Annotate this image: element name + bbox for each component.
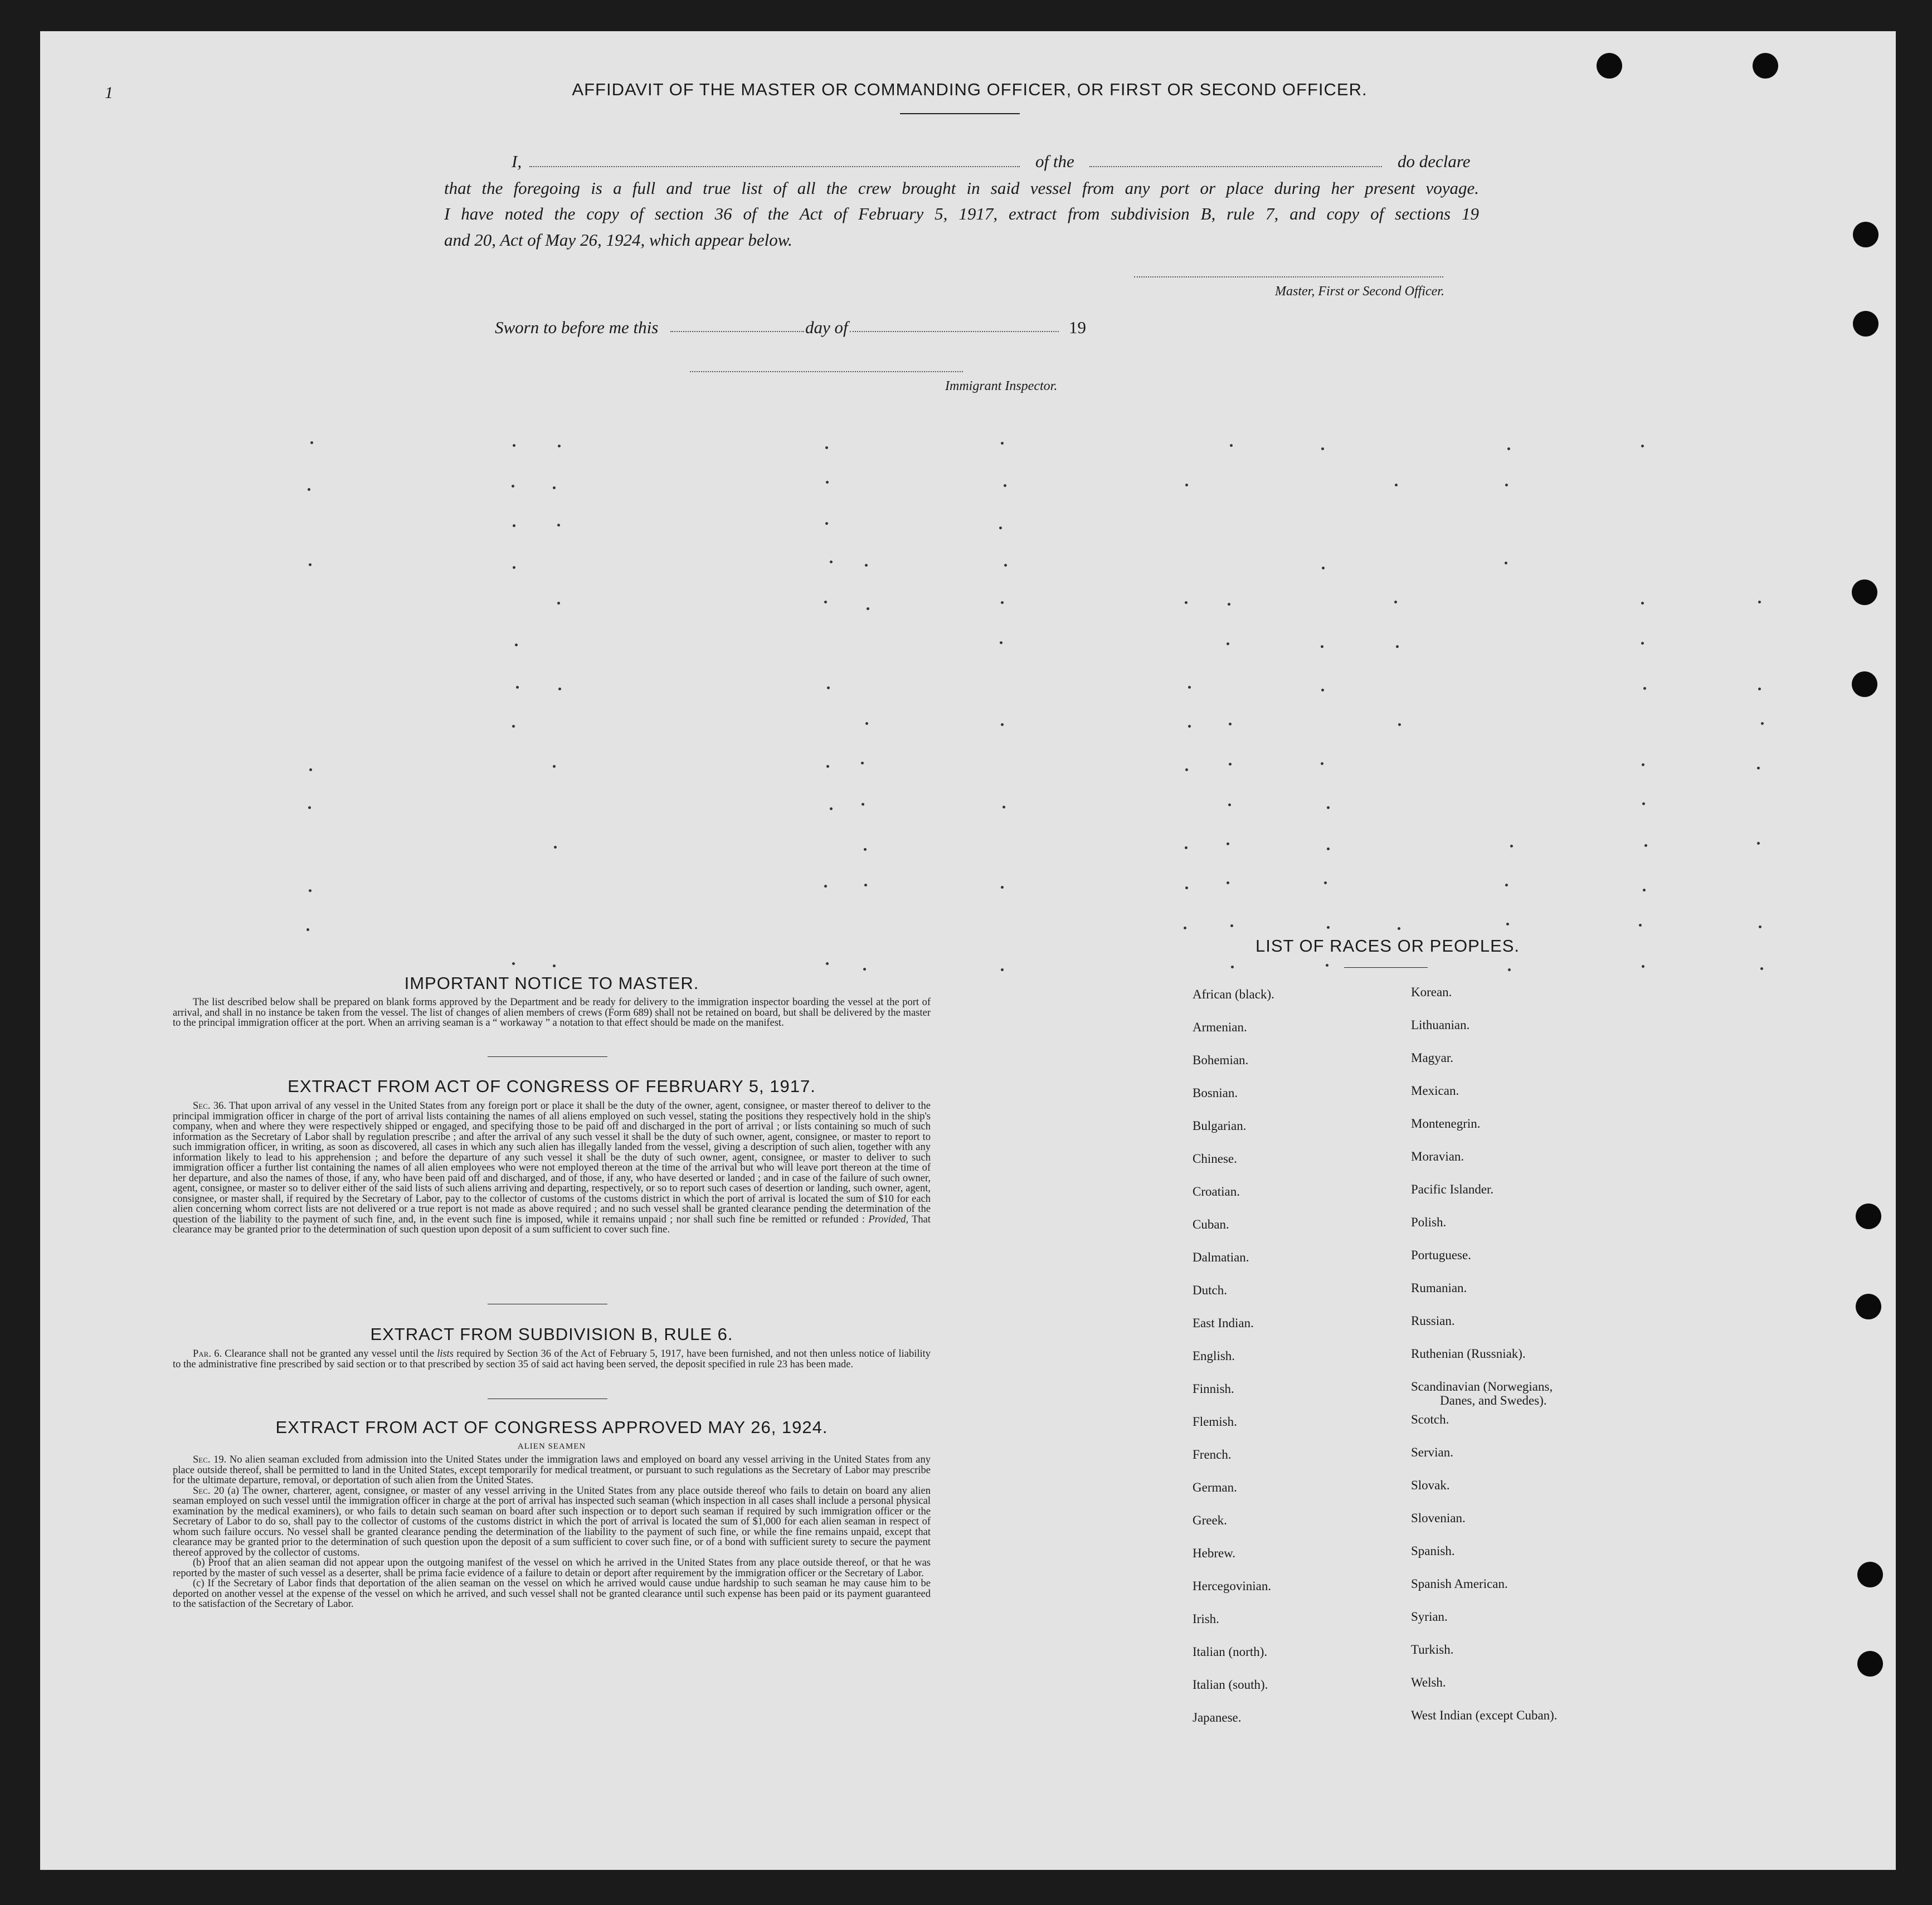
race-item: Pacific Islander. <box>1411 1182 1494 1196</box>
scan-speck <box>513 444 515 447</box>
scan-speck <box>1185 601 1188 604</box>
race-item: Greek. <box>1193 1513 1227 1527</box>
race-item: Croatian. <box>1193 1185 1240 1198</box>
par-6-body-b: required by Section 36 of the Act of February 5, 1917, have been furnished, and not then unless notice of liability to the administrative fine prescribed by said section or to that prescribed by section 35 of said act having been served, the deposit specified in rule 23 has been made. <box>173 1348 931 1370</box>
race-item: Mexican. <box>1411 1084 1459 1098</box>
scan-speck <box>1759 925 1761 928</box>
affidavit-title: AFFIDAVIT OF THE MASTER OR COMMANDING OFFICER, OR FIRST OR SECOND OFFICER. <box>572 80 1368 99</box>
scan-speck <box>1643 889 1646 891</box>
scan-speck <box>1228 603 1230 606</box>
race-item: Irish. <box>1193 1612 1219 1626</box>
scan-speck <box>1188 725 1191 728</box>
scan-speck <box>1642 802 1645 805</box>
scan-speck <box>1184 927 1186 929</box>
race-item: Finnish. <box>1193 1382 1234 1396</box>
scan-speck <box>1001 442 1004 445</box>
scan-speck <box>826 481 829 484</box>
scan-speck <box>865 722 868 725</box>
scan-speck <box>1398 723 1401 726</box>
punch-hole <box>1753 53 1778 79</box>
divider-rule <box>488 1056 607 1057</box>
scan-speck <box>1321 689 1324 691</box>
section-20-label: Sec. 20 <box>193 1485 225 1497</box>
notice-text <box>173 997 931 1029</box>
scan-speck <box>1506 923 1509 925</box>
extract-1924-title: EXTRACT FROM ACT OF CONGRESS APPROVED MAY 26, 1924. <box>275 1417 828 1437</box>
race-item: Spanish American. <box>1411 1577 1508 1591</box>
sworn-month-field[interactable] <box>850 331 1059 332</box>
race-item: Bulgarian. <box>1193 1119 1247 1133</box>
scan-speck <box>1227 881 1229 884</box>
inspector-signature-line[interactable] <box>690 371 963 372</box>
punch-hole <box>1852 579 1877 605</box>
scan-speck <box>1641 445 1644 447</box>
vessel-name-field[interactable] <box>1089 166 1382 167</box>
scan-speck <box>999 527 1002 529</box>
scan-speck <box>1227 842 1229 845</box>
notice-paragraph: The list described below shall be prepared on blank forms approved by the Department and be ready for delivery to the immigration inspector boarding the vessel at the port of arrival, and shall in no instance be taken from the vessel. The list of changes of alien members of crews (Form 689) shall not be retained on board, but shall be delivered by the master to the principal immigration officer at the port. When an arriving seaman is a “ workaway ” a notation to that effect should be made on the manifest. <box>173 997 931 1029</box>
scan-speck <box>1505 484 1508 486</box>
scan-speck <box>1188 686 1191 689</box>
scan-speck <box>1185 846 1188 849</box>
alien-seamen-subtitle: ALIEN SEAMEN <box>517 1442 586 1451</box>
scan-speck <box>557 524 560 527</box>
scan-speck <box>824 601 827 603</box>
race-item: Magyar. <box>1411 1051 1454 1065</box>
scan-speck <box>1642 965 1644 968</box>
scan-speck <box>1003 806 1005 808</box>
race-item: Italian (north). <box>1193 1645 1268 1659</box>
scan-speck <box>512 962 515 965</box>
race-item: Servian. <box>1411 1445 1454 1459</box>
race-item: Slovenian. <box>1411 1511 1466 1525</box>
race-item: Scandinavian (Norwegians, <box>1411 1380 1553 1394</box>
race-item: Montenegrin. <box>1411 1117 1481 1131</box>
scan-speck <box>867 607 869 610</box>
extract-1917-text <box>173 1101 931 1235</box>
race-item: Moravian. <box>1411 1149 1464 1163</box>
scan-speck <box>1396 645 1399 648</box>
scan-speck <box>309 889 312 892</box>
punch-hole <box>1853 222 1879 247</box>
scan-speck <box>553 765 556 768</box>
scan-speck <box>512 485 514 488</box>
scan-speck <box>1507 447 1510 450</box>
race-item: Dalmatian. <box>1193 1250 1249 1264</box>
master-signature-line[interactable] <box>1134 276 1443 277</box>
scan-speck <box>826 765 829 768</box>
scan-speck <box>830 561 833 563</box>
race-item: English. <box>1193 1349 1235 1363</box>
section-36-end: That clearance may be granted prior to the determination of such question upon deposit of a sum sufficient to cover such fine. <box>173 1214 931 1235</box>
race-item: Turkish. <box>1411 1643 1454 1656</box>
scan-speck <box>513 524 515 527</box>
scan-speck <box>512 725 515 728</box>
scan-speck <box>1505 884 1508 886</box>
scan-speck <box>1185 886 1188 889</box>
scan-speck <box>1327 847 1330 850</box>
affidavit-line-2: that the foregoing is a full and true list of all the crew brought in said vessel from any port or place during her present voyage. <box>444 178 1479 198</box>
scan-speck <box>306 928 309 931</box>
race-item: Portuguese. <box>1411 1248 1471 1262</box>
scan-speck <box>1001 968 1004 971</box>
scan-speck <box>310 441 313 444</box>
race-item: Armenian. <box>1193 1020 1247 1034</box>
affidavit-of-the: of the <box>1035 152 1074 171</box>
sworn-year: 19 <box>1069 318 1086 337</box>
scan-speck <box>1229 763 1232 766</box>
race-item: German. <box>1193 1480 1237 1494</box>
races-title-rule <box>1344 967 1428 968</box>
extract-rule6-title: EXTRACT FROM SUBDIVISION B, RULE 6. <box>370 1324 733 1344</box>
scan-speck <box>1510 845 1513 847</box>
scan-speck <box>1394 601 1397 603</box>
page-number-mark: 1 <box>105 84 113 102</box>
scan-speck <box>1398 927 1400 930</box>
scan-speck <box>1230 444 1233 447</box>
scan-speck <box>824 885 827 888</box>
extract-1917-title: EXTRACT FROM ACT OF CONGRESS OF FEBRUARY 5, 1917. <box>288 1076 816 1096</box>
master-name-field[interactable] <box>529 166 1020 167</box>
race-item: Welsh. <box>1411 1675 1446 1689</box>
scan-speck <box>309 563 312 566</box>
scan-speck <box>558 445 561 447</box>
affidavit-line-3: I have noted the copy of section 36 of the Act of February 5, 1917, extract from subdivision B, rule 7, and copy of sections 19 <box>444 204 1479 223</box>
sworn-day-field[interactable] <box>670 331 804 332</box>
affidavit-title-rule <box>900 113 1020 114</box>
extract-1924-text <box>173 1455 931 1610</box>
race-item: Dutch. <box>1193 1283 1227 1297</box>
section-36-label: Sec. 36. <box>193 1100 226 1112</box>
scan-speck <box>1001 601 1004 604</box>
scan-speck <box>308 488 310 491</box>
scan-speck <box>1761 722 1764 725</box>
scan-speck <box>513 566 515 569</box>
affidavit-i: I, <box>512 152 522 171</box>
race-item: Spanish. <box>1411 1544 1455 1558</box>
scan-speck <box>1639 924 1642 927</box>
sworn-day-of: day of <box>805 318 848 337</box>
race-item: Hebrew. <box>1193 1546 1236 1560</box>
scan-speck <box>863 968 866 971</box>
notice-title: IMPORTANT NOTICE TO MASTER. <box>404 973 699 993</box>
scan-speck <box>1321 447 1324 450</box>
scan-speck <box>1757 767 1760 769</box>
section-19-body: No alien seaman excluded from admission into the United States under the immigration laws and employed on board any vessel arriving in the United States from any place outside thereof, shall be permitted to land in the United States, except temporarily for medical treatment, or pursuant to such regulations as the Secretary of Labor may prescribe for the ultimate departure, removal, or deportation of such alien from the United States. <box>173 1454 931 1486</box>
scan-speck <box>1326 964 1328 967</box>
scan-speck <box>1395 484 1398 486</box>
scan-speck <box>1004 564 1007 567</box>
scan-speck <box>1228 803 1231 806</box>
scan-speck <box>1001 886 1004 889</box>
race-item: Polish. <box>1411 1215 1447 1229</box>
inspector-signature-label: Immigrant Inspector. <box>945 379 1058 393</box>
scan-speck <box>1644 844 1647 847</box>
scan-speck <box>1324 881 1327 884</box>
section-20c-body: (c) If the Secretary of Labor finds that deportation of the alien seaman on the vessel on which he arrived would cause undue hardship to such seaman he may cause him to be deported on another vessel at the expense of the vessel on which he arrived, and such vessel shall not be granted clearance until such expense has been paid or its payment guaranteed to the satisfaction of the Secretary of Labor. <box>173 1578 931 1610</box>
scan-speck <box>553 486 556 489</box>
scan-speck <box>515 644 518 646</box>
scan-speck <box>1321 762 1323 765</box>
race-item: East Indian. <box>1193 1316 1254 1330</box>
scan-speck <box>1001 723 1004 726</box>
affidavit-declare: do declare <box>1398 152 1471 171</box>
par-6-body-a: Clearance shall not be granted any vessel until the <box>225 1348 434 1360</box>
scan-speck <box>826 962 829 965</box>
section-36-body: That upon arrival of any vessel in the United States from any foreign port or place it shall be the duty of the owner, agent, consignee, or master thereof to deliver to the principal immigration officer in charge of the port of arrival lists containing the names of all aliens employed on such vessel, stating the positions they respectively hold in the ship's company, when and where they were respectively shipped or engaged, and specifying those to be paid off and discharged in the port of arrival ; or lists containing so much of such information as the Secretary of Labor shall by regulation prescribe ; and after the arrival of any such vessel it shall be the duty of such owner, agent, consignee, or master to report to such immigration officer, in writing, as soon as discovered, all cases in which any such alien has illegally landed from the vessel, giving a description of such alien, together with any information likely to lead to his apprehension ; and before the departure of any such vessel it shall be the duty of such owner, agent, consignee, or master to deliver to such immigration officer a further list containing the names of all alien employees who were not employed thereon at the time of the arrival but who will leave port thereon at the time of her departure, and also the names of those, if any, who have been paid off and discharged, and of those, if any, who have deserted or landed ; and in case of the failure of such owner, agent, consignee, or master so to deliver either of the said lists of such aliens arriving and departing, respectively, or so to report such cases of desertion or landing, such owner, agent, consignee, or master shall, if required by the Secretary of Labor, pay to the collector of customs of the customs district in which the port of arrival is located the sum of $10 for each alien concerning whom correct lists are not delivered or a true report is not made as above required ; and no such vessel shall be granted clearance pending the determination of the question of the liability to the payment of such fine, and, in the event such fine is imposed, while it remains unpaid ; nor shall such fine be remitted or refunded : <box>173 1100 931 1225</box>
scan-speck <box>1327 806 1330 809</box>
scan-speck <box>1758 601 1761 603</box>
race-item: Bohemian. <box>1193 1053 1249 1067</box>
scan-speck <box>865 564 868 567</box>
scan-speck <box>1642 763 1644 766</box>
race-item: West Indian (except Cuban). <box>1411 1708 1558 1722</box>
race-item: Lithuanian. <box>1411 1018 1470 1032</box>
race-item: Scotch. <box>1411 1412 1449 1426</box>
race-item: Syrian. <box>1411 1610 1448 1624</box>
affidavit-line-4: and 20, Act of May 26, 1924, which appear below. <box>444 230 792 250</box>
scan-speck <box>557 602 560 605</box>
scan-speck <box>861 762 864 764</box>
sworn-prefix: Sworn to before me this <box>495 318 659 337</box>
scan-speck <box>1227 642 1229 645</box>
scan-speck <box>1641 602 1644 605</box>
scan-speck <box>1322 567 1325 569</box>
race-item: Russian. <box>1411 1314 1455 1328</box>
race-item: Bosnian. <box>1193 1086 1238 1100</box>
scan-speck <box>516 686 519 689</box>
race-item: Rumanian. <box>1411 1281 1467 1295</box>
lists-word: lists <box>437 1348 454 1360</box>
race-item: Korean. <box>1411 985 1452 999</box>
scan-speck <box>1185 768 1188 771</box>
race-item: Italian (south). <box>1193 1678 1268 1692</box>
scan-speck <box>1643 687 1646 690</box>
race-item: Chinese. <box>1193 1152 1237 1166</box>
punch-hole <box>1856 1204 1881 1229</box>
races-title: LIST OF RACES OR PEOPLES. <box>1255 936 1520 956</box>
par-6-label: Par. 6. <box>193 1348 222 1360</box>
punch-hole <box>1597 53 1622 79</box>
scan-speck <box>1757 842 1760 845</box>
punch-hole <box>1852 671 1877 697</box>
scan-speck <box>1321 645 1323 648</box>
scan-speck <box>553 964 556 967</box>
scan-speck <box>1185 484 1188 486</box>
scan-speck <box>1230 924 1233 927</box>
race-item: Cuban. <box>1193 1217 1229 1231</box>
race-item: African (black). <box>1193 987 1274 1001</box>
scan-speck <box>554 846 557 849</box>
scan-speck <box>827 686 830 689</box>
section-20a-body: (a) The owner, charterer, agent, consignee, or master of any vessel arriving in the United States from any place outside thereof who fails to detain on board any alien seaman employed on such vessel until the immigration officer in charge at the port of arrival has inspected such seaman (which inspection in all cases shall include a personal physical examination by the medical examiners), or who fails to detain such seaman on board after such inspection or to deport such seaman if required by such immigration officer or the Secretary of Labor to do so, shall pay to the collector of customs of the customs district in which the port of arrival is located the sum of $1,000 for each alien seaman in respect of whom such failure occurs. No vessel shall be granted clearance pending the determination of the liability to the payment of such fine, or while the fine remains unpaid, except that clearance may be granted prior to the determination of such question upon the deposit of a sum sufficient to cover such fine, or of a bond with sufficient surety to secure the payment thereof approved by the collector of customs. <box>173 1485 931 1558</box>
scan-speck <box>309 768 312 771</box>
scan-speck <box>1760 967 1763 970</box>
scan-speck <box>1641 642 1644 645</box>
scan-speck <box>1229 723 1232 725</box>
punch-hole <box>1856 1294 1881 1319</box>
scan-speck <box>864 848 867 851</box>
scan-speck <box>864 884 867 886</box>
scan-speck <box>825 446 828 449</box>
scan-speck <box>1758 688 1761 690</box>
race-item: Hercegovinian. <box>1193 1579 1272 1593</box>
scan-speck <box>558 688 561 690</box>
punch-hole <box>1857 1651 1883 1677</box>
race-item: Slovak. <box>1411 1478 1450 1492</box>
punch-hole <box>1853 311 1879 337</box>
section-19-label: Sec. 19. <box>193 1454 227 1465</box>
scan-speck <box>1505 562 1507 564</box>
race-item: Japanese. <box>1193 1711 1242 1724</box>
scan-speck <box>1000 641 1003 644</box>
scan-speck <box>830 807 833 810</box>
scan-speck <box>1004 484 1006 487</box>
race-item-continuation: Danes, and Swedes). <box>1440 1394 1547 1407</box>
extract-rule6-text <box>173 1349 931 1370</box>
scan-speck <box>1508 968 1511 971</box>
race-item: Flemish. <box>1193 1415 1237 1429</box>
scan-speck <box>825 522 828 525</box>
race-item: French. <box>1193 1448 1232 1461</box>
provided-word: Provided, <box>868 1214 909 1225</box>
scan-speck <box>308 806 311 809</box>
scan-speck <box>1231 966 1234 968</box>
punch-hole <box>1857 1562 1883 1587</box>
scan-speck <box>862 803 864 806</box>
scan-speck <box>1327 926 1330 929</box>
race-item: Ruthenian (Russniak). <box>1411 1347 1526 1361</box>
section-20b-body: (b) Proof that an alien seaman did not appear upon the outgoing manifest of the vessel on which he arrived in the United States from any place outside thereof, or that he was reported by the master of such vessel as a deserter, shall be prima facie evidence of a failure to detain or deport after requirement by the immigration officer or the Secretary of Labor. <box>173 1557 931 1579</box>
master-signature-label: Master, First or Second Officer. <box>1275 284 1444 299</box>
